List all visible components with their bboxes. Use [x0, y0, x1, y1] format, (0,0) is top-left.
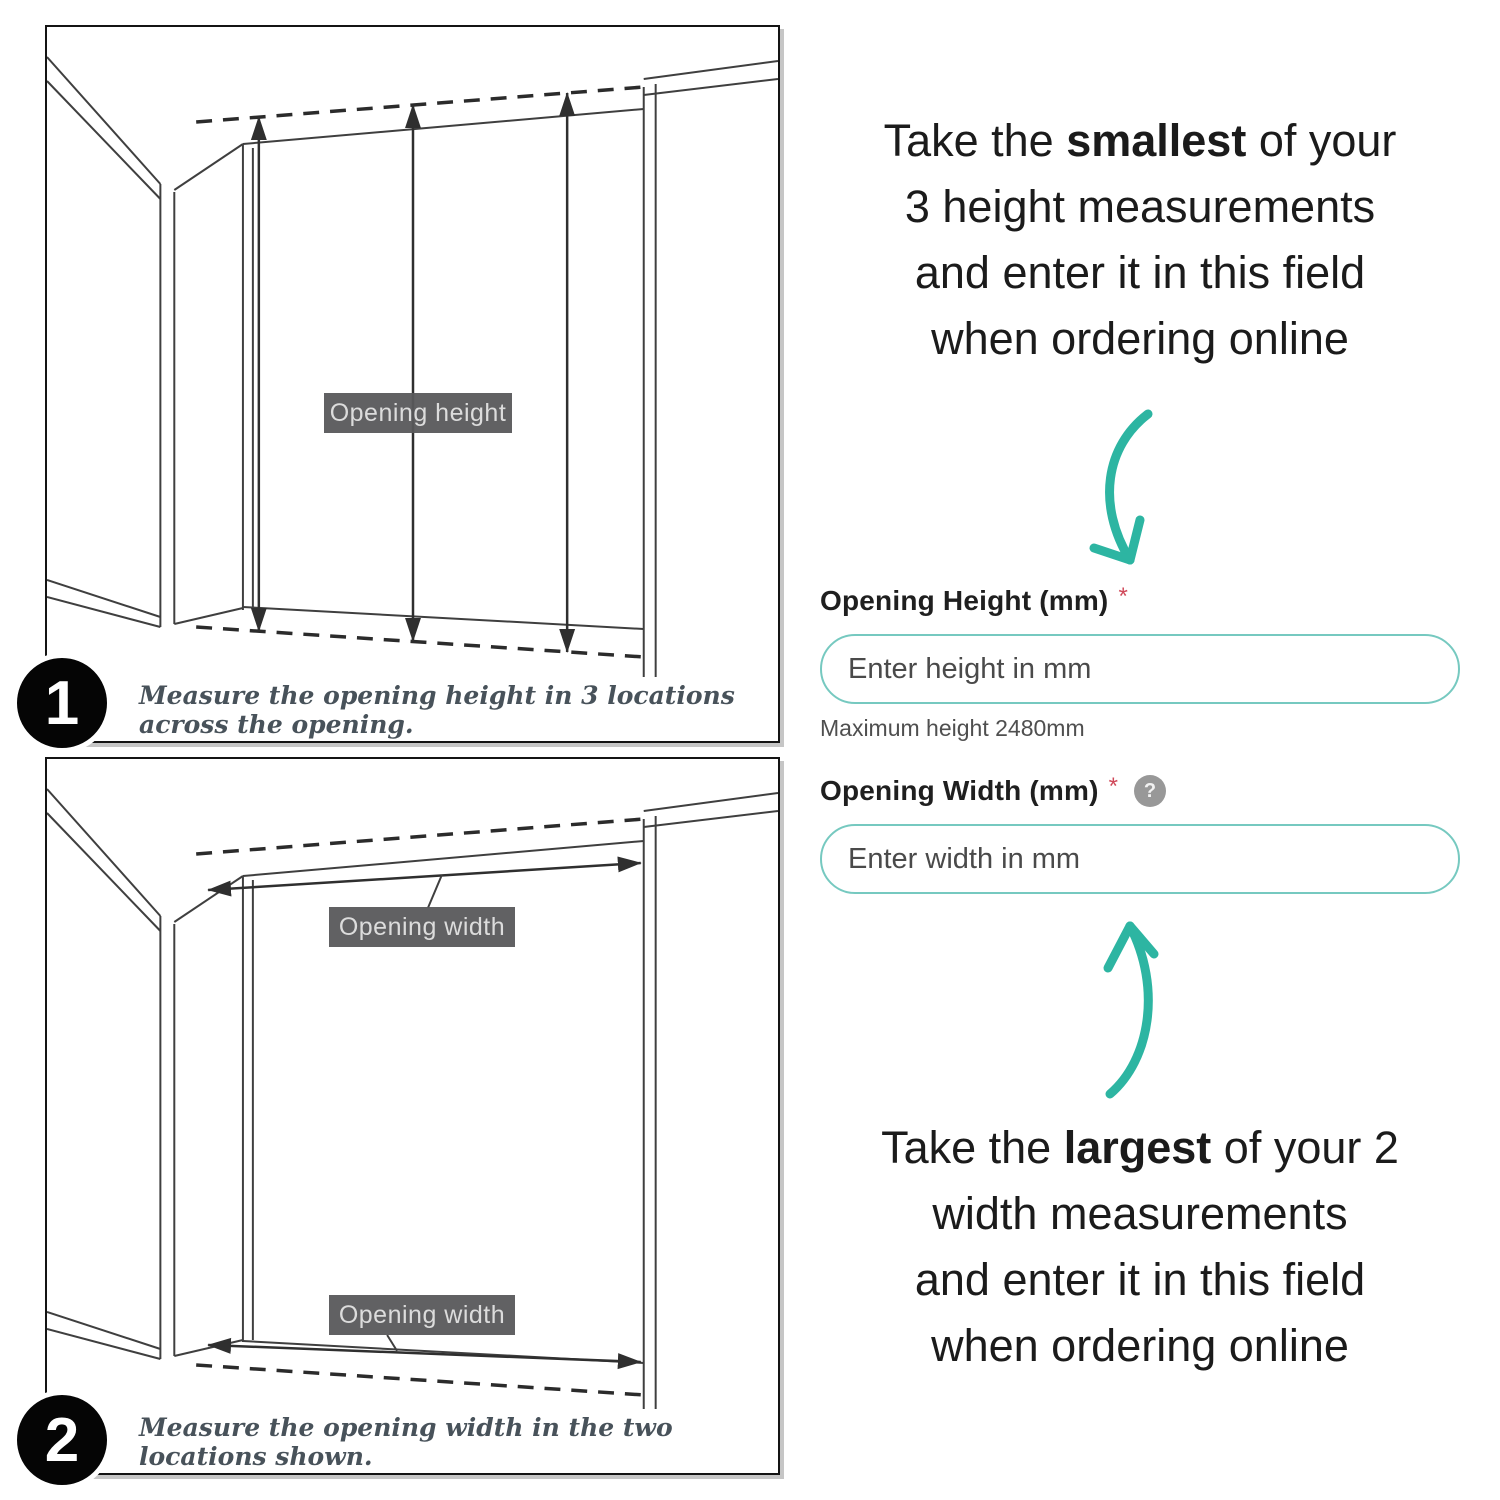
opening-height-field-label: Opening Height (mm): [820, 585, 1109, 616]
note-text-segment: Take the: [881, 1122, 1064, 1173]
opening-width-tag-bottom: Opening width: [329, 1295, 515, 1335]
curved-arrow-up-icon: [1092, 910, 1188, 1100]
step1-height-diagram-panel: [45, 25, 780, 743]
note-line: when ordering online: [931, 1320, 1349, 1371]
max-height-helper-text: Maximum height 2480mm: [820, 715, 1085, 741]
opening-width-input[interactable]: [820, 824, 1460, 894]
note-text-segment-bold: largest: [1063, 1122, 1212, 1173]
curved-arrow-down-icon: [1078, 408, 1174, 586]
note-line: when ordering online: [931, 313, 1349, 364]
note-line: and enter it in this field: [914, 1254, 1366, 1305]
width-instruction-text: [810, 1115, 1470, 1379]
opening-height-diagram: [47, 27, 778, 677]
note-text-segment: of your: [1246, 115, 1397, 166]
step2-width-diagram-panel: [45, 757, 780, 1475]
height-measurement-arrows: [259, 93, 567, 652]
opening-width-field-label: Opening Width (mm): [820, 775, 1099, 806]
opening-height-field: [820, 585, 1460, 742]
note-line: 3 height measurements: [904, 181, 1376, 232]
step2-caption: Measure the opening width in the two locations shown.: [139, 1413, 673, 1471]
question-mark-help-icon[interactable]: ?: [1134, 775, 1166, 807]
note-line: [810, 1115, 1470, 1181]
required-asterisk: *: [1108, 773, 1118, 800]
opening-width-tag-top: Opening width: [329, 907, 515, 947]
note-text-segment-bold: smallest: [1066, 115, 1247, 166]
dashed-guides: [196, 87, 644, 657]
note-line: [810, 108, 1470, 174]
step2-number-badge: 2: [12, 1390, 112, 1490]
required-asterisk: *: [1118, 583, 1128, 610]
note-line: and enter it in this field: [914, 247, 1366, 298]
opening-height-tag: Opening height: [324, 393, 512, 433]
opening-width-field: [820, 775, 1460, 894]
note-text-segment: Take the: [883, 115, 1067, 166]
height-instruction-text: [810, 108, 1470, 372]
note-line: width measurements: [932, 1188, 1348, 1239]
opening-width-label-row: [820, 775, 1460, 811]
opening-height-input[interactable]: [820, 634, 1460, 704]
opening-height-label-row: [820, 585, 1460, 621]
step1-number-badge: 1: [12, 653, 112, 753]
note-text-segment: of your 2: [1211, 1122, 1399, 1173]
step1-caption: Measure the opening height in 3 locations across the opening.: [139, 681, 735, 739]
